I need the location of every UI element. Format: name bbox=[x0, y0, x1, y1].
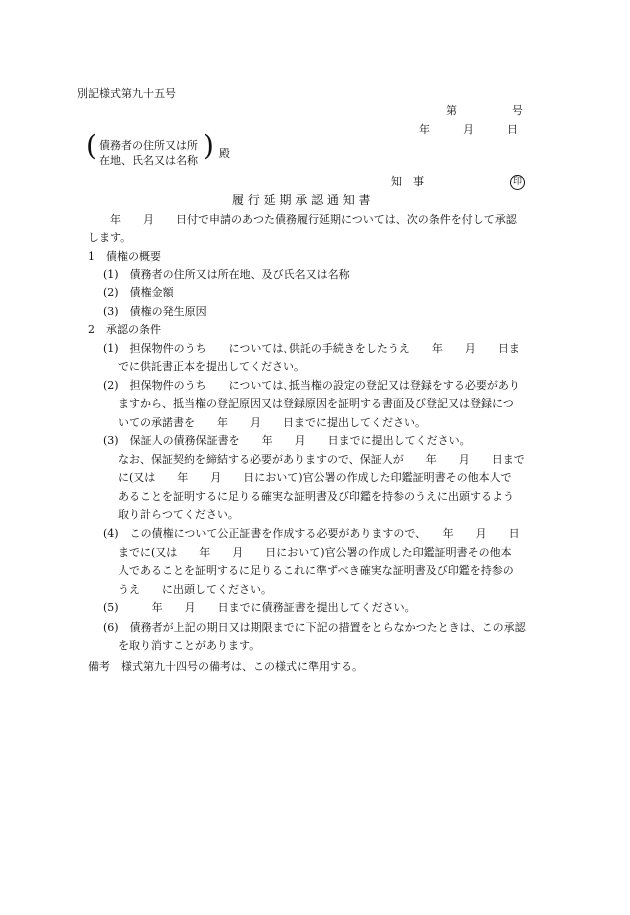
condition-line: (1) 担保物件のうち については､供託の手続きをしたうえ 年 月 日ま bbox=[103, 342, 520, 355]
condition-line: でに供託書正本を提出してください。 bbox=[118, 360, 305, 373]
intro-line-2: します。 bbox=[88, 231, 132, 244]
issue-date: 年 月 日 bbox=[419, 123, 518, 136]
condition-line: 人であることを証明するに足りるこれに準ずべき確実な証明書及び印鑑を持参の bbox=[118, 564, 514, 577]
condition-line: までに(又は 年 月 日において)官公署の作成した印鑑証明書その他本 bbox=[118, 546, 512, 559]
intro-line-1: 年 月 日付で申請のあつた債務履行延期については、次の条件を付して承認 bbox=[88, 213, 517, 226]
addressee-honorific: 殿 bbox=[219, 147, 230, 160]
condition-line: あることを証明するに足りる確実な証明書及び印鑑を持参のうえに出頭するよう bbox=[118, 490, 514, 503]
issuer-title: 知 事 bbox=[391, 175, 424, 188]
document-title: 履 行 延 期 承 認 通 知 書 bbox=[232, 193, 371, 207]
section-2-heading: 2 承認の条件 bbox=[88, 323, 161, 336]
condition-line: (5) 年 月 日までに債務証書を提出してください。 bbox=[103, 601, 416, 614]
condition-line: (2) 担保物件のうち については､抵当権の設定の登記又は登録をする必要があり bbox=[103, 379, 520, 392]
condition-line: うえ に出頭してください。 bbox=[118, 583, 272, 596]
condition-line: (4) この債権について公正証書を作成する必要がありますので、 年 月 日 bbox=[103, 527, 520, 540]
section-1-item: (3) 債権の発生原因 bbox=[103, 305, 207, 318]
remarks: 備考 様式第九十四号の備考は、この様式に準用する。 bbox=[88, 660, 363, 673]
left-paren: ( bbox=[86, 129, 97, 162]
section-1-heading: 1 債権の概要 bbox=[88, 250, 161, 263]
condition-line: 取り計らつてください。 bbox=[118, 508, 239, 521]
form-number: 別記様式第九十五号 bbox=[77, 87, 176, 100]
condition-line: (3) 保証人の債務保証書を 年 月 日までに提出してください。 bbox=[103, 434, 471, 447]
section-1-item: (1) 債務者の住所又は所在地、及び氏名又は名称 bbox=[103, 268, 350, 281]
document-number: 第 号 bbox=[446, 104, 523, 117]
section-1-item: (2) 債権金額 bbox=[103, 286, 174, 299]
seal-icon: 印 bbox=[510, 175, 525, 190]
right-paren: ) bbox=[203, 129, 214, 162]
addressee-line-2: 在地、氏名又は名称 bbox=[99, 154, 198, 167]
condition-line: なお、保証契約を締結する必要がありますので、保証人が 年 月 日まで bbox=[118, 453, 525, 466]
condition-line: に(又は 年 月 日において)官公署の作成した印鑑証明書その他本人で bbox=[118, 471, 512, 484]
addressee-line-1: 債務者の住所又は所 bbox=[99, 139, 198, 152]
condition-line: いての承諾書を 年 月 日までに提出してください。 bbox=[118, 416, 426, 429]
condition-line: (6) 債務者が上記の期日又は期限までに下記の措置をとらなかつたときは、この承認 bbox=[103, 621, 526, 634]
condition-line: ますから、抵当権の登記原因又は登録原因を証明する書面及び登記又は登録につ bbox=[118, 397, 514, 410]
condition-line: を取り消すことがあります。 bbox=[118, 639, 261, 652]
